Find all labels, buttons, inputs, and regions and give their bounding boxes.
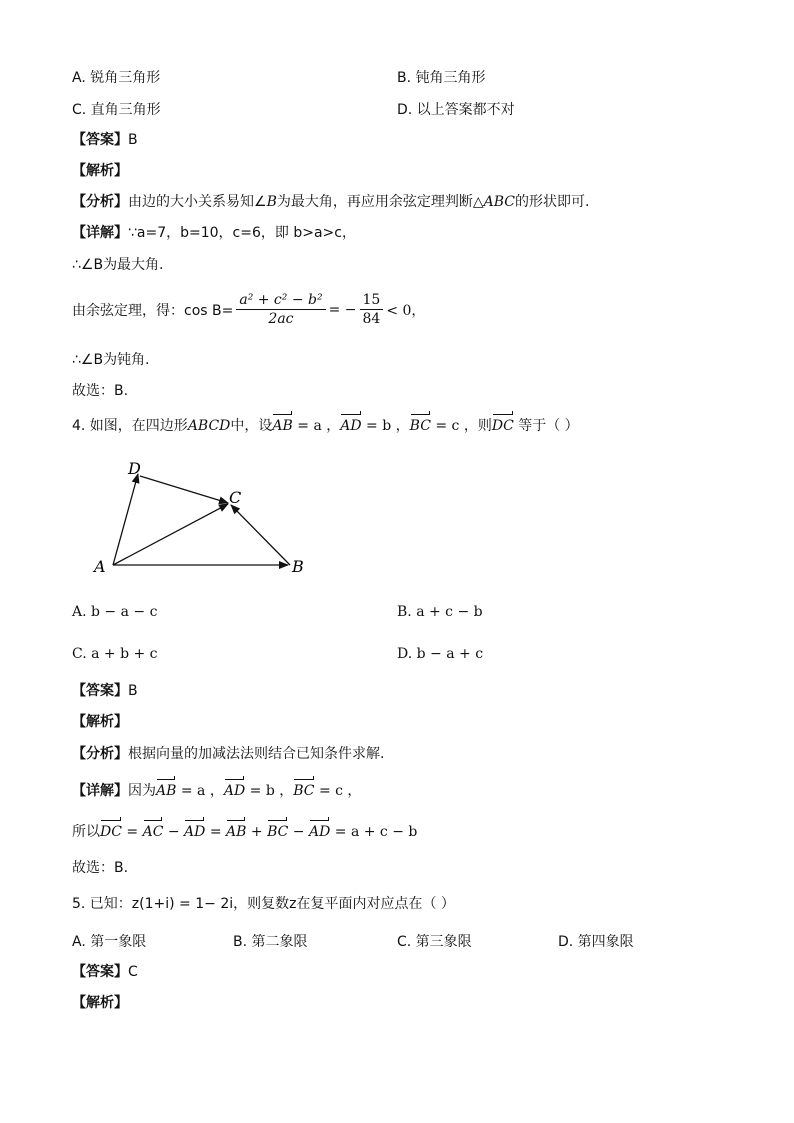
q3-cosine-formula bbox=[72, 291, 425, 328]
vector-bc: BC bbox=[293, 783, 315, 799]
q5-stem: 5. 已知：z(1+i) = 1− 2i，则复数z在复平面内对应点在（ ） bbox=[72, 896, 455, 912]
q4-option-c: C. a + b + c bbox=[72, 646, 158, 662]
q5-option-d: D. 第四象限 bbox=[558, 934, 634, 950]
vector-ad: AD bbox=[184, 824, 206, 840]
q5-option-c: C. 第三象限 bbox=[397, 934, 472, 950]
vector-ab: AB bbox=[226, 824, 247, 840]
fenxi-tag: 【分析】 bbox=[72, 194, 128, 210]
vector-ab: AB bbox=[156, 783, 177, 799]
q4-answer bbox=[72, 681, 138, 701]
vector-ad: AD bbox=[223, 783, 246, 799]
cos-denominator: 2ac bbox=[268, 311, 294, 327]
vector-ad: AD bbox=[340, 418, 362, 434]
chain-result: = a + c − b bbox=[330, 824, 418, 840]
vector-ab: AB bbox=[272, 418, 293, 434]
minus-sign: − bbox=[163, 824, 185, 840]
q4-jiexi-heading: 【解析】 bbox=[72, 714, 128, 730]
q5-jiexi-heading: 【解析】 bbox=[72, 995, 128, 1011]
eq-c: = c ，则 bbox=[430, 418, 492, 434]
q3-guxuan: 故选：B. bbox=[72, 383, 129, 399]
vector-dc: DC bbox=[100, 824, 122, 840]
eq-a: = a ， bbox=[292, 418, 341, 434]
fenxi-triangle-abc: ABC bbox=[483, 194, 516, 210]
cos-value-numerator: 15 bbox=[360, 291, 384, 310]
q3-option-d: D. 以上答案都不对 bbox=[397, 102, 515, 118]
q4-guxuan: 故选：B. bbox=[72, 860, 129, 876]
point-d-label: D bbox=[128, 459, 141, 478]
q3-option-b: B. 钝角三角形 bbox=[397, 70, 486, 86]
arrow-dc bbox=[140, 476, 228, 503]
plus-sign: + bbox=[246, 824, 268, 840]
vector-ac: AC bbox=[142, 824, 164, 840]
fenxi-text-3: 的形状即可. bbox=[515, 194, 590, 210]
point-a-label: A bbox=[94, 557, 106, 576]
q3-xiangjie bbox=[72, 223, 356, 243]
q3-option-c: C. 直角三角形 bbox=[72, 102, 161, 118]
q3-fenxi bbox=[72, 192, 589, 212]
q4-fenxi bbox=[72, 744, 384, 764]
cos-prefix: 由余弦定理，得：cos B= bbox=[72, 302, 234, 319]
cos-value-fraction bbox=[360, 291, 384, 328]
cos-mid: = − bbox=[328, 301, 357, 318]
fenxi-tag: 【分析】 bbox=[72, 746, 128, 762]
answer-tag: 【答案】 bbox=[72, 683, 128, 699]
xiangjie-text: ∵a=7，b=10，c=6，即 b>a>c， bbox=[128, 225, 356, 241]
eq-c-end: = c ， bbox=[314, 783, 362, 799]
vector-dc: DC bbox=[491, 418, 514, 434]
answer-value: C bbox=[128, 964, 138, 980]
quadrilateral-figure bbox=[88, 452, 318, 582]
arrow-ad bbox=[113, 474, 138, 565]
xiangjie-tag: 【详解】 bbox=[72, 783, 128, 799]
arrow-bc bbox=[231, 505, 290, 565]
q4-derivation bbox=[72, 822, 417, 842]
vector-bc: BC bbox=[409, 418, 431, 434]
answer-value: B bbox=[128, 132, 138, 148]
vector-bc: BC bbox=[267, 824, 289, 840]
q5-option-b: B. 第二象限 bbox=[233, 934, 308, 950]
q4-option-b: B. a + c − b bbox=[397, 604, 483, 620]
cos-suffix: < 0， bbox=[386, 302, 426, 319]
point-b-label: B bbox=[292, 557, 304, 576]
q4-stem bbox=[72, 416, 579, 436]
eq-b: = b ， bbox=[245, 783, 294, 799]
q3-therefore-1: ∴∠B为最大角. bbox=[72, 257, 164, 273]
cos-numerator: a² + c² − b² bbox=[236, 291, 325, 310]
q4-xiangjie bbox=[72, 781, 361, 801]
cos-fraction bbox=[236, 291, 325, 328]
q3-therefore-2: ∴∠B为钝角. bbox=[72, 352, 150, 368]
q3-option-a: A. 锐角三角形 bbox=[72, 70, 161, 86]
xiangjie-because: 因为 bbox=[128, 783, 156, 799]
fenxi-angle-b: B bbox=[266, 194, 277, 210]
eq-a: = a ， bbox=[176, 783, 224, 799]
q4-stem-1: 4. 如图，在四边形 bbox=[72, 418, 188, 434]
q5-option-a: A. 第一象限 bbox=[72, 934, 147, 950]
q5-answer bbox=[72, 962, 138, 982]
cos-value-denominator: 84 bbox=[362, 311, 381, 327]
q4-abcd: ABCD bbox=[187, 418, 231, 434]
eq-sign: = bbox=[205, 824, 227, 840]
minus-sign: − bbox=[288, 824, 309, 840]
q4-option-d: D. b − a + c bbox=[397, 646, 484, 662]
q3-jiexi-heading: 【解析】 bbox=[72, 163, 128, 179]
fenxi-text-1: 由边的大小关系易知∠ bbox=[128, 194, 267, 210]
fenxi-text: 根据向量的加减法法则结合已知条件求解. bbox=[128, 746, 385, 762]
answer-tag: 【答案】 bbox=[72, 132, 128, 148]
xiangjie-so: 所以 bbox=[72, 824, 100, 840]
vector-ad: AD bbox=[308, 824, 331, 840]
q4-stem-end: 等于（ ） bbox=[513, 418, 579, 434]
answer-value: B bbox=[128, 683, 138, 699]
q3-answer bbox=[72, 130, 138, 150]
fenxi-text-2: 为最大角，再应用余弦定理判断△ bbox=[276, 194, 484, 210]
q4-stem-2: 中，设 bbox=[230, 418, 273, 434]
point-c-label: C bbox=[229, 488, 242, 507]
q4-option-a: A. b − a − c bbox=[72, 604, 158, 620]
answer-tag: 【答案】 bbox=[72, 964, 128, 980]
arrow-ac bbox=[113, 504, 228, 565]
eq-sign: = bbox=[121, 824, 143, 840]
xiangjie-tag: 【详解】 bbox=[72, 225, 128, 241]
eq-b: = b ， bbox=[361, 418, 410, 434]
